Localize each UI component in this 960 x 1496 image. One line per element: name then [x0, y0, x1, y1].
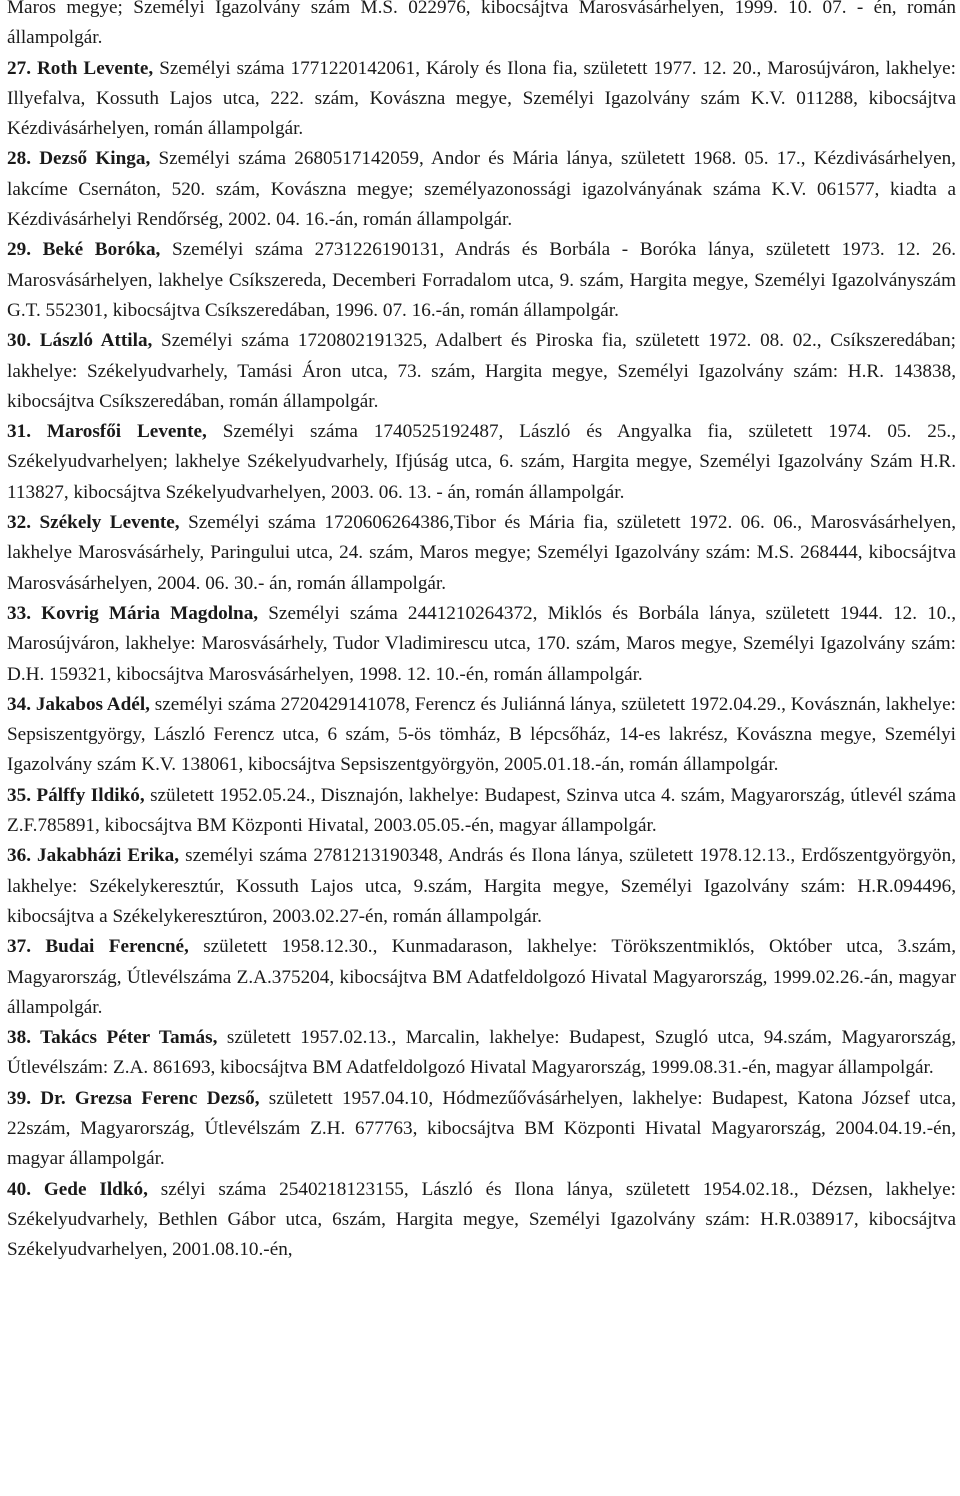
list-item — [7, 508, 956, 599]
entry-name: Beké Boróka, — [30, 239, 161, 261]
entry-text: született 1957.02.13., Marcalin, lakhelye: Budapest, Szugló utca, 94.szám, Magyarország, Útlevélszám: Z.A. 861693, kibocsájtva BM Adatfeldolgozó Hivatal Magyarország, 1999.08.31.-én, magyar állampolgár. — [7, 1027, 956, 1079]
entry-number: 28. — [7, 148, 31, 170]
entry-text: született 1957.04.10, Hódmezűővásárhelyen, lakhelye: Budapest, Katona József utca, 22szám, Magyarország, Útlevélszám Z.H. 677763, kibocsájtva BM Központi Hivatal Magyarország, 2004.04.19.-én, magyar állampolgár. — [7, 1087, 956, 1170]
entry-text: Személyi száma 2441210264372, Miklós és Borbála lánya, született 1944. 12. 10., Marosújváron, lakhelye: Marosvásárhely, Tudor Vladimirescu utca, 170. szám, Maros megye, Személyi Igazolvány szám: D.H. 159321, kibocsájtva Marosvásárhelyen, 1998. 12. 10.-én, román állampolgár. — [7, 602, 956, 685]
list-item — [7, 1175, 956, 1266]
list-item — [7, 54, 956, 145]
list-item — [7, 690, 956, 781]
entry-text: Személyi száma 1720606264386,Tibor és Mária fia, született 1972. 06. 06., Marosvásárhelyen, lakhelye Marosvásárhely, Paringului utca, 24. szám, Maros megye; Személyi Igazolvány szám: M.S. 268444, kibocsájtva Marosvásárhelyen, 2004. 06. 30.- án, román állampolgár. — [7, 512, 956, 594]
entry-name: Takács Péter Tamás, — [30, 1027, 218, 1049]
entry-name: Roth Levente, — [30, 57, 154, 79]
entry-name: Budai Ferencné, — [30, 936, 189, 958]
entry-name: Dezső Kinga, — [30, 148, 151, 170]
entry-name: Jakabházi Erika, — [30, 845, 180, 867]
list-item — [7, 144, 956, 235]
entry-list — [7, 54, 956, 1266]
entry-name: Marosfői Levente, — [30, 421, 207, 443]
list-item — [7, 1023, 956, 1084]
entry-number: 40. — [7, 1178, 31, 1200]
entry-number: 37. — [7, 936, 31, 958]
entry-name: Pálffy Ildikó, — [30, 784, 145, 806]
entry-text: Személyi száma 1720802191325, Adalbert és Piroska fia, született 1972. 08. 02., Csíkszeredában; lakhelye: Székelyudvarhely, Tamási Áron utca, 73. szám, Hargita megye, Személyi Igazolvány szám: H.R. 143838, kibocsájtva Csíkszeredában, román állampolgár. — [7, 330, 956, 412]
entry-text: született 1958.12.30., Kunmadarason, lakhelye: Törökszentmiklós, Október utca, 3.szám, Magyarország, Útlevélszáma Z.A.375204, kibocsájtva BM Adatfeldolgozó Hivatal Magyarország, 1999.02.26.-án, magyar állampolgár. — [7, 936, 956, 1018]
entry-text: Személyi száma 2680517142059, Andor és Mária lánya, született 1968. 05. 17., Kézdivásárhelyen, lakcíme Csernáton, 520. szám, Kovászna megye; személyazonossági igazolványának száma K.V. 061577, kiadta a Kézdivásárhelyi Rendőrség, 2002. 04. 16.-án, román állampolgár. — [7, 148, 956, 231]
entry-number: 38. — [7, 1027, 31, 1049]
entry-number: 29. — [7, 239, 31, 261]
entry-name: Dr. Grezsa Ferenc Dezső, — [30, 1087, 260, 1109]
entry-number: 31. — [7, 421, 31, 443]
entry-number: 27. — [7, 57, 31, 79]
entry-number: 36. — [7, 845, 31, 867]
entry-text: Személyi száma 2731226190131, András és Borbála - Boróka lánya, született 1973. 12. 26. Marosvásárhelyen, lakhelye Csíkszereda, Decemberi Forradalom utca, 9. szám, Hargita megye, Személyi Igazolványszám G.T. 552301, kibocsájtva Csíkszeredában, 1996. 07. 16.-án, román állampolgár. — [7, 239, 956, 321]
entry-number: 35. — [7, 784, 31, 806]
list-item — [7, 841, 956, 932]
entry-text: Személyi száma 1771220142061, Károly és Ilona fia, született 1977. 12. 20., Marosújváron, lakhelye: Illyefalva, Kossuth Lajos utca, 222. szám, Kovászna megye, Személyi Igazolvány szám K.V. 011288, kibocsájtva Kézdivásárhelyen, román állampolgár. — [7, 57, 956, 140]
entry-name: Gede Ildkó, — [30, 1178, 148, 1200]
entry-name: Kovrig Mária Magdolna, — [30, 602, 259, 624]
entry-text: született 1952.05.24., Disznajón, lakhelye: Budapest, Szinva utca 4. szám, Magyarország, útlevél száma Z.F.785891, kibocsájtva BM Központi Hivatal, 2003.05.05.-én, magyar állampolgár. — [7, 784, 956, 837]
list-item — [7, 932, 956, 1023]
entry-name: Jakabos Adél, — [30, 693, 150, 715]
entry-number: 32. — [7, 512, 31, 534]
entry-number: 30. — [7, 330, 31, 352]
entry-text: személyi száma 2781213190348, András és Ilona lánya, született 1978.12.13., Erdőszentgyörgyön, lakhelye: Székelykeresztúr, Kossuth Lajos utca, 9.szám, Hargita megye, Személyi Igazolvány szám: H.R.094496, kibocsájtva a Székelykeresztúron, 2003.02.27-én, román állampolgár. — [7, 845, 956, 927]
entry-text: Személyi száma 1740525192487, László és Angyalka fia, született 1974. 05. 25., Székelyudvarhelyen; lakhelye Székelyudvarhely, Ifjúság utca, 6. szám, Hargita megye, Személyi Igazolvány Szám H.R. 113827, kibocsájtva Székelyudvarhelyen, 2003. 06. 13. - án, román állampolgár. — [7, 421, 956, 503]
entry-name: László Attila, — [30, 330, 153, 352]
list-item — [7, 1084, 956, 1175]
entry-number: 39. — [7, 1087, 31, 1109]
list-item — [7, 781, 956, 842]
list-item — [7, 235, 956, 326]
continued-paragraph: Maros megye; Személyi Igazolvány szám M.S. 022976, kibocsájtva Marosvásárhelyen, 1999. 10. 07. - én, román állampolgár. — [7, 0, 956, 49]
entry-name: Székely Levente, — [30, 512, 180, 534]
list-item — [7, 417, 956, 508]
list-item — [7, 326, 956, 417]
list-item — [7, 599, 956, 690]
entry-text: szélyi száma 2540218123155, László és Ilona lánya, született 1954.02.18., Dézsen, lakhelye: Székelyudvarhely, Bethlen Gábor utca, 6szám, Hargita megye, Személyi Igazolvány szám: H.R.038917, kibocsájtva Székelyudvarhelyen, 2001.08.10.-én, — [7, 1178, 956, 1261]
entry-number: 34. — [7, 693, 31, 715]
entry-text: személyi száma 2720429141078, Ferencz és Juliánná lánya, született 1972.04.29., Kovásznán, lakhelye: Sepsiszentgyörgy, László Ferencz utca, 6 szám, 5-ös tömház, B lépcsőház, 14-es lakrész, Kovászna megye, Személyi Igazolvány szám K.V. 138061, kibocsájtva Sepsiszentgyörgyön, 2005.01.18.-án, román állampolgár. — [7, 693, 956, 776]
entry-number: 33. — [7, 602, 31, 624]
